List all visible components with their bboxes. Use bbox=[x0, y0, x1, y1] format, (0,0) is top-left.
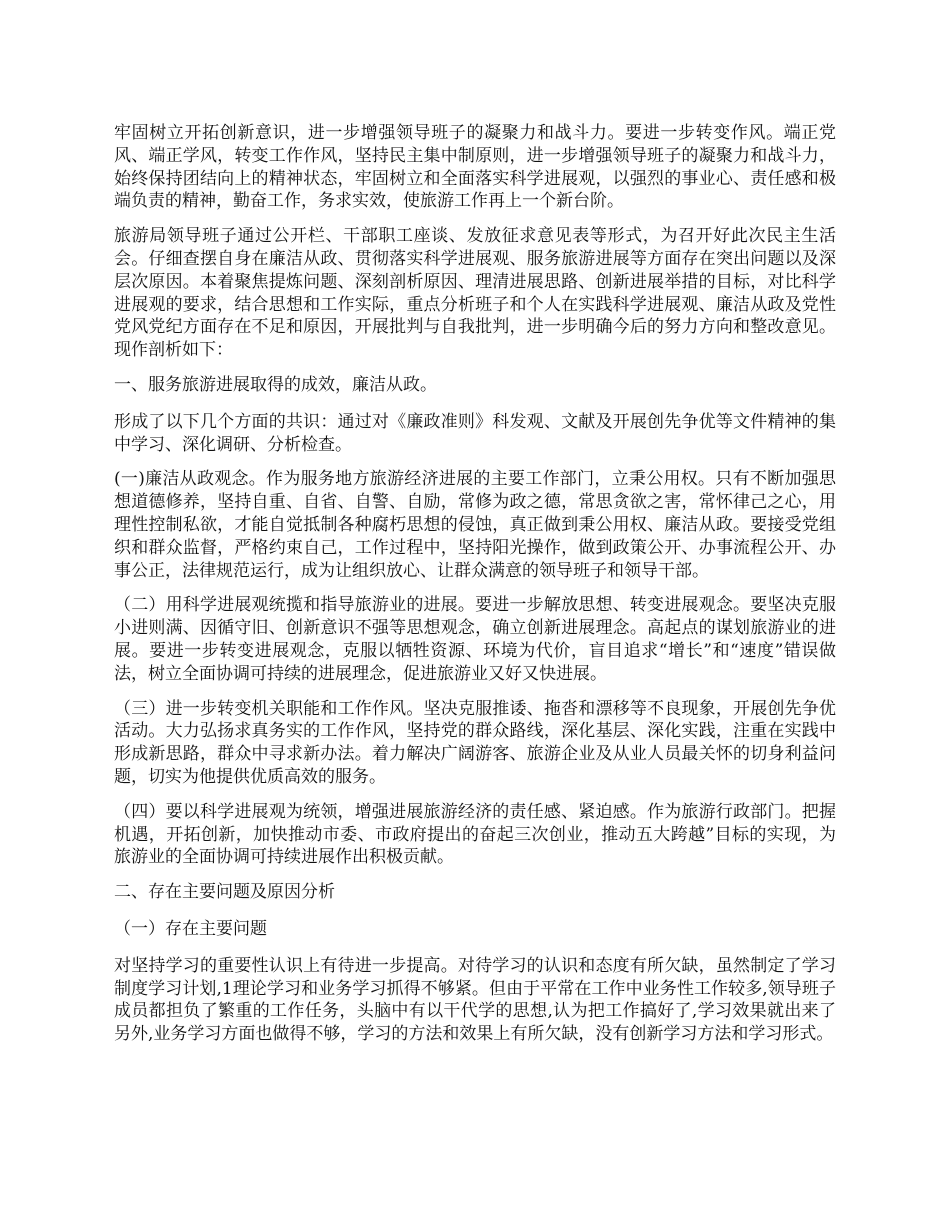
section-heading-2: 二、存在主要问题及原因分析 bbox=[114, 882, 335, 903]
paragraph-item-1: (一)廉洁从政观念。作为服务地方旅游经济进展的主要工作部门，立秉公用权。只有不断加强思想道德修养，坚持自重、自省、自警、自励，常修为政之德，常思贪欲之害，常怀律己之心，用理性控制私欲，才能自觉抵制各种腐朽思想的侵蚀，真正做到秉公用权、廉洁从政。要接受党组织和群众监督，严格约束自己，工作过程中，坚持阳光操作，做到政策公开、办事流程公开、办事公正，法律规范运行，成为让组织放心、让群众满意的领导班子和领导干部。 bbox=[114, 469, 836, 581]
paragraph-consensus: 形成了以下几个方面的共识：通过对《廉政准则》科发观、文献及开展创先争优等文件精神的集中学习、深化调研、分析检查。 bbox=[114, 411, 836, 455]
paragraph-item-2: （二）用科学进展观统揽和指导旅游业的进展。要进一步解放思想、转变进展观念。要坚决克服小进则满、因循守旧、创新意识不强等思想观念，确立创新进展理念。高起点的谋划旅游业的进展。要进一步转变进展观念，克服以牺牲资源、环境为代价，盲目追求“增长”和“速度”错误做法，树立全面协调可持续的进展理念，促进旅游业又好又快进展。 bbox=[114, 595, 836, 684]
paragraph-intro: 牢固树立开拓创新意识，进一步增强领导班子的凝聚力和战斗力。要进一步转变作风。端正党风、端正学风，转变工作作风，坚持民主集中制原则，进一步增强领导班子的凝聚力和战斗力，始终保持团结向上的精神状态，牢固树立和全面落实科学进展观，以强烈的事业心、责任感和极端负责的精神，勤奋工作，务求实效，使旅游工作再上一个新台阶。 bbox=[114, 123, 836, 212]
paragraph-item-3: （三）进一步转变机关职能和工作作风。坚决克服推诿、拖沓和漂移等不良现象，开展创先争优活动。大力弘扬求真务实的工作作风，坚持党的群众路线，深化基层、深化实践，注重在实践中形成新思路，群众中寻求新办法。着力解决广阔游客、旅游企业及从业人员最关怀的切身利益问题，切实为他提供优质高效的服务。 bbox=[114, 698, 836, 787]
paragraph-background: 旅游局领导班子通过公开栏、干部职工座谈、发放征求意见表等形式，为召开好此次民主生活会。仔细查摆自身在廉洁从政、贯彻落实科学进展观、服务旅游进展等方面存在突出问题以及深层次原因。本着聚焦提炼问题、深刻剖析原因、理清进展思路、创新进展举措的目标，对比科学进展观的要求，结合思想和工作实际，重点分析班子和个人在实践科学进展观、廉洁从政及党性党风党纪方面存在不足和原因，开展批判与自我批判，进一步明确今后的努力方向和整改意见。现作剖析如下： bbox=[114, 226, 836, 361]
document-body bbox=[114, 122, 836, 1058]
section-heading-1: 一、服务旅游进展取得的成效，廉洁从政。 bbox=[114, 374, 437, 395]
paragraph-problem-1: 对坚持学习的重要性认识上有待进一步提高。对待学习的认识和态度有所欠缺，虽然制定了学习制度学习计划,1理论学习和业务学习抓得不够紧。但由于平常在工作中业务性工作较多,领导班子成员都担负了繁重的工作任务，头脑中有以干代学的思想,认为把工作搞好了,学习效果就出来了另外,业务学习方面也做得不够，学习的方法和效果上有所欠缺，没有创新学习方法和学习形式。 bbox=[114, 955, 836, 1045]
paragraph-item-4: （四）要以科学进展观为统领，增强进展旅游经济的责任感、紧迫感。作为旅游行政部门。把握机遇，开拓创新，加快推动市委、市政府提出的奋起三次创业，推动五大跨越”目标的实现，为旅游业的全面协调可持续进展作出积极贡献。 bbox=[114, 801, 836, 868]
subsection-heading-1: （一）存在主要问题 bbox=[114, 918, 267, 939]
